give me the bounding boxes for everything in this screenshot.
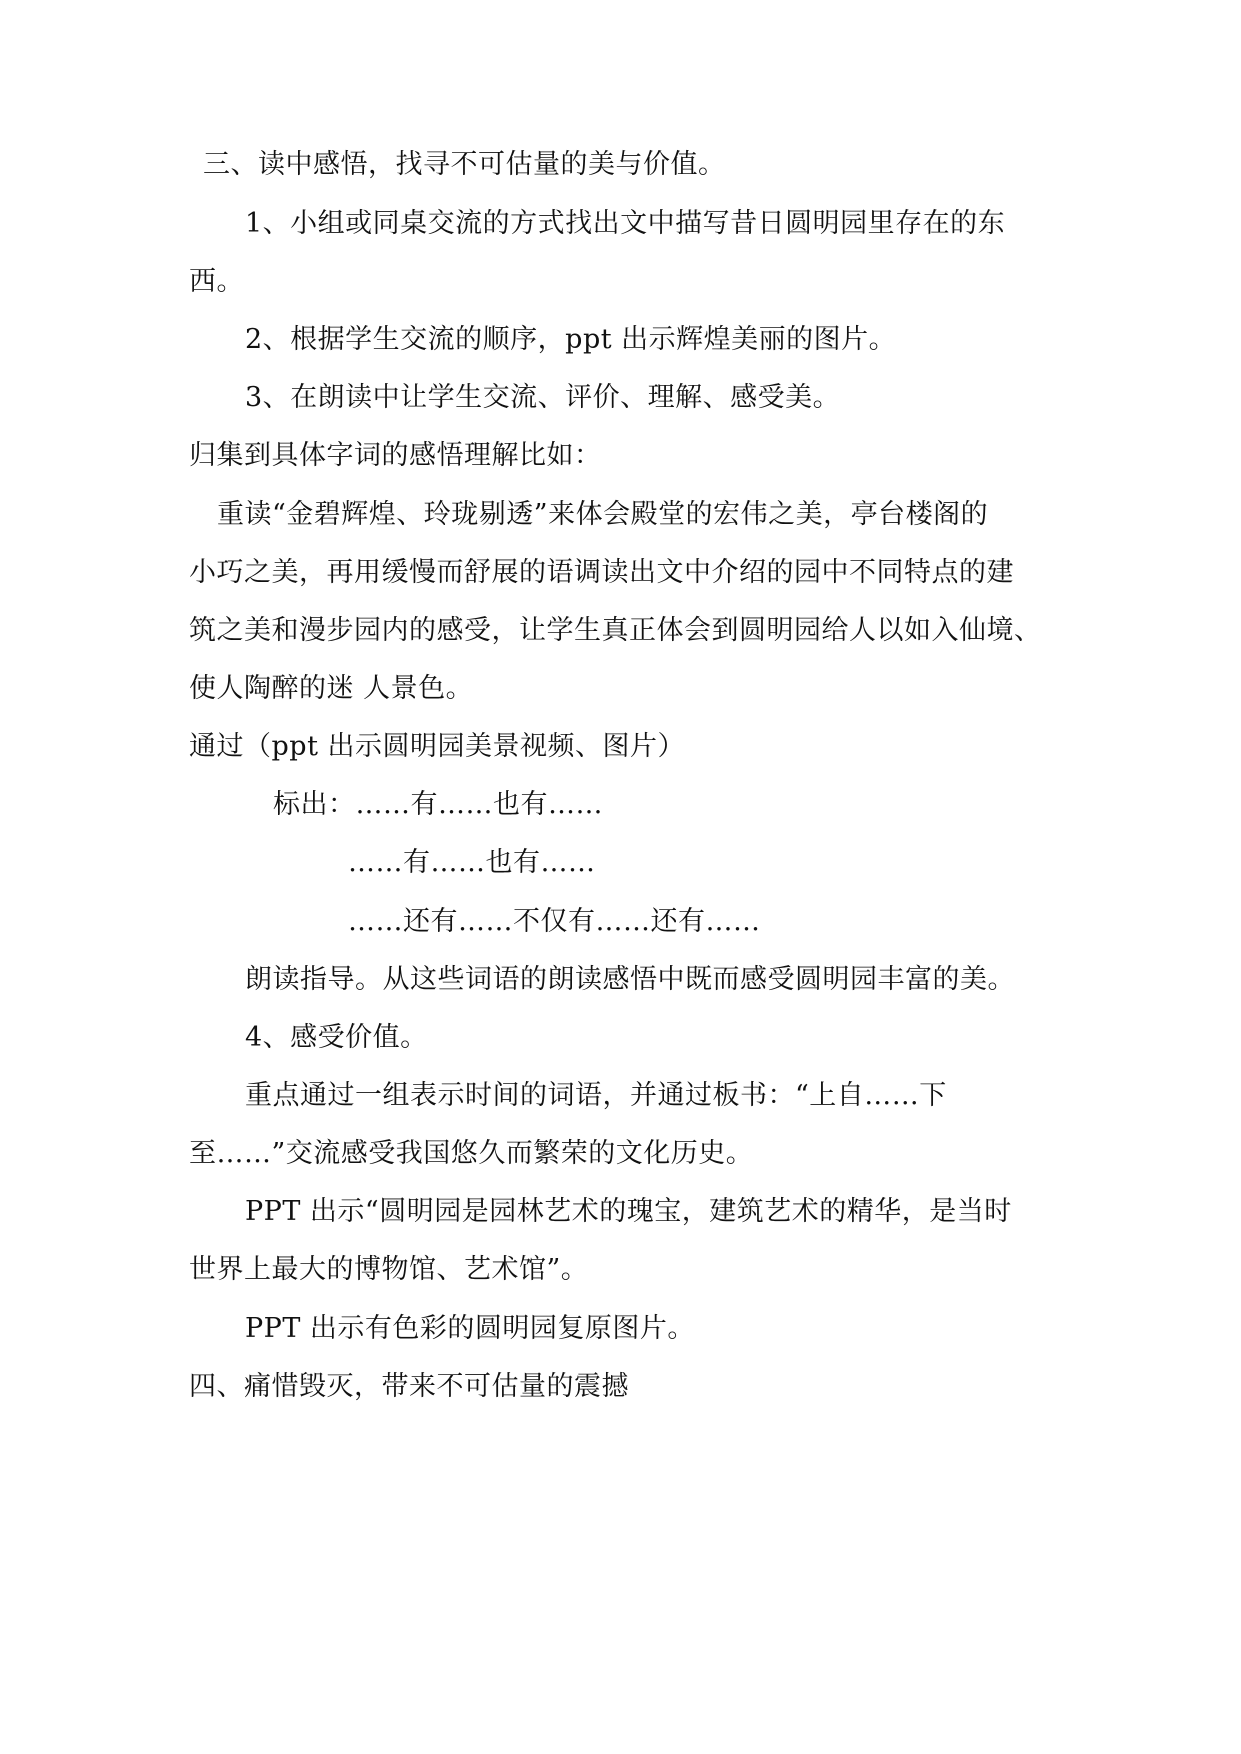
paragraph-line: PPT 出示有色彩的圆明园复原图片。 [245,1313,695,1344]
paragraph-line: 筑之美和漫步园内的感受，让学生真正体会到圆明园给人以如入仙境、 [189,615,1042,646]
paragraph-line: ……有……也有…… [348,847,596,878]
paragraph-line: 4、感受价值。 [245,1022,428,1053]
paragraph-line: 朗读指导。从这些词语的朗读感悟中既而感受圆明园丰富的美。 [245,964,1015,995]
paragraph-line: 西。 [189,266,244,297]
paragraph-line: 归集到具体字词的感悟理解比如： [189,440,602,471]
paragraph-line: 重点通过一组表示时间的词语，并通过板书：“上自……下 [245,1080,947,1111]
paragraph-line: 1、小组或同桌交流的方式找出文中描写昔日圆明园里存在的东 [245,208,1006,239]
section-heading-3: 三、读中感悟，找寻不可估量的美与价值。 [203,149,726,180]
paragraph-line: 标出：……有……也有…… [273,789,603,820]
paragraph-line: ……还有……不仅有……还有…… [348,906,761,937]
paragraph-line: PPT 出示“圆明园是园林艺术的瑰宝，建筑艺术的精华，是当时 [245,1196,1012,1227]
paragraph-line: 3、在朗读中让学生交流、评价、理解、感受美。 [245,382,841,413]
paragraph-line: 世界上最大的博物馆、艺术馆”。 [189,1254,589,1285]
paragraph-line: 通过（ppt 出示圆明园美景视频、图片） [189,731,685,762]
paragraph-line: 2、根据学生交流的顺序，ppt 出示辉煌美丽的图片。 [245,324,897,355]
paragraph-line: 小巧之美，再用缓慢而舒展的语调读出文中介绍的园中不同特点的建 [189,557,1014,588]
paragraph-line: 重读“金碧辉煌、玲珑剔透”来体会殿堂的宏伟之美，亭台楼阁的 [217,499,989,530]
paragraph-line: 至……”交流感受我国悠久而繁荣的文化历史。 [189,1138,754,1169]
paragraph-line: 使人陶醉的迷 人景色。 [189,673,474,704]
section-heading-4: 四、痛惜毁灭，带来不可估量的震撼 [189,1371,629,1402]
